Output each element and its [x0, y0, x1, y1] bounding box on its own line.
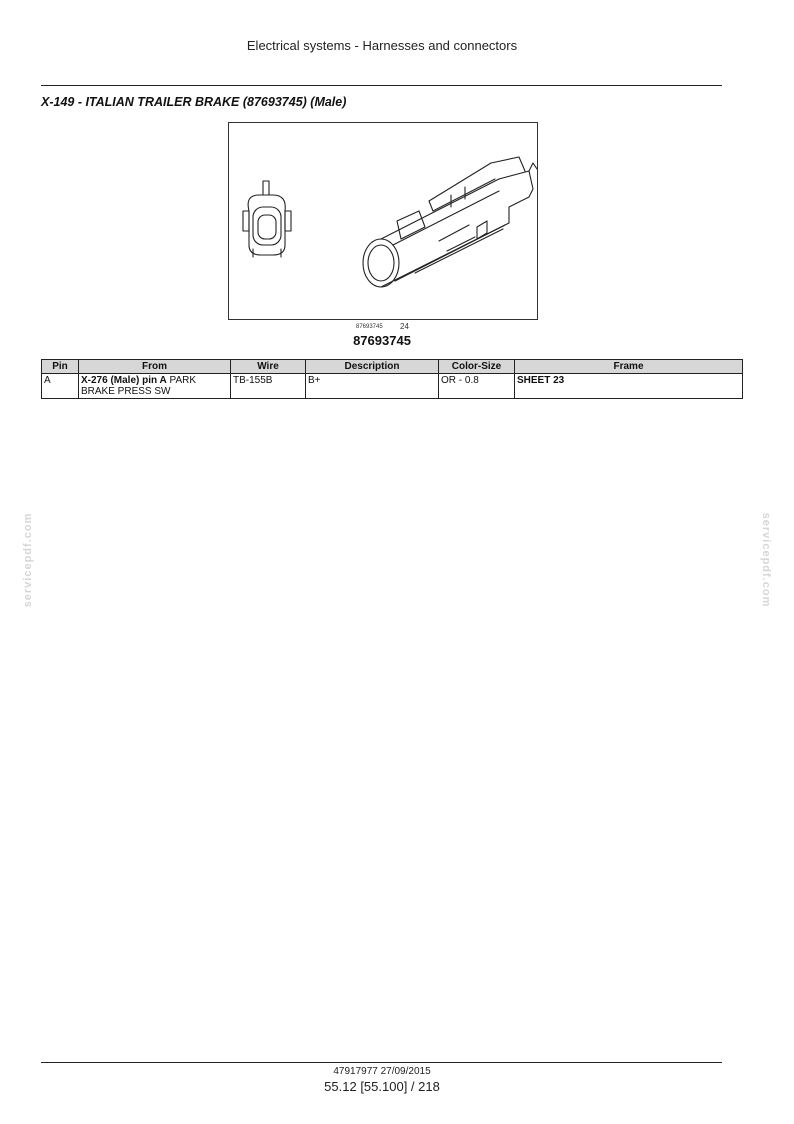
cell-from — [79, 374, 231, 399]
connector-illustration — [228, 122, 538, 320]
section-title: X-149 - ITALIAN TRAILER BRAKE (87693745) (Male) — [41, 95, 347, 109]
pin-table-header — [42, 360, 743, 374]
connector-front-view — [243, 181, 291, 257]
column-header-wire: Wire — [231, 360, 306, 374]
footer-document-id: 47917977 27/09/2015 — [333, 1066, 431, 1077]
pin-table — [41, 359, 743, 399]
table-row — [42, 374, 743, 399]
figure-reference-code: 87693745 — [356, 324, 383, 330]
cell-wire: TB-155B — [231, 374, 306, 399]
cell-frame: SHEET 23 — [515, 374, 743, 399]
figure-caption: 87693745 — [353, 333, 411, 348]
column-header-from: From — [79, 360, 231, 374]
watermark-right: servicepdf.com — [760, 512, 772, 608]
column-header-frame: Frame — [515, 360, 743, 374]
footer-page-number: 55.12 [55.100] / 218 — [324, 1079, 440, 1094]
header-divider — [41, 85, 722, 86]
column-header-description: Description — [306, 360, 439, 374]
connector-side-view — [363, 157, 537, 287]
cell-pin: A — [42, 374, 79, 399]
from-connector-pin: X-276 (Male) pin A — [81, 375, 167, 386]
cell-color-size: OR - 0.8 — [439, 374, 515, 399]
column-header-pin: Pin — [42, 360, 79, 374]
column-header-color-size: Color-Size — [439, 360, 515, 374]
from-component: PARK BRAKE PRESS SW — [81, 375, 197, 397]
cell-description: B+ — [306, 374, 439, 399]
figure-reference-number: 24 — [400, 322, 409, 331]
page-header-title: Electrical systems - Harnesses and connectors — [246, 38, 518, 53]
footer-divider — [41, 1062, 722, 1063]
watermark-left: servicepdf.com — [22, 512, 34, 608]
